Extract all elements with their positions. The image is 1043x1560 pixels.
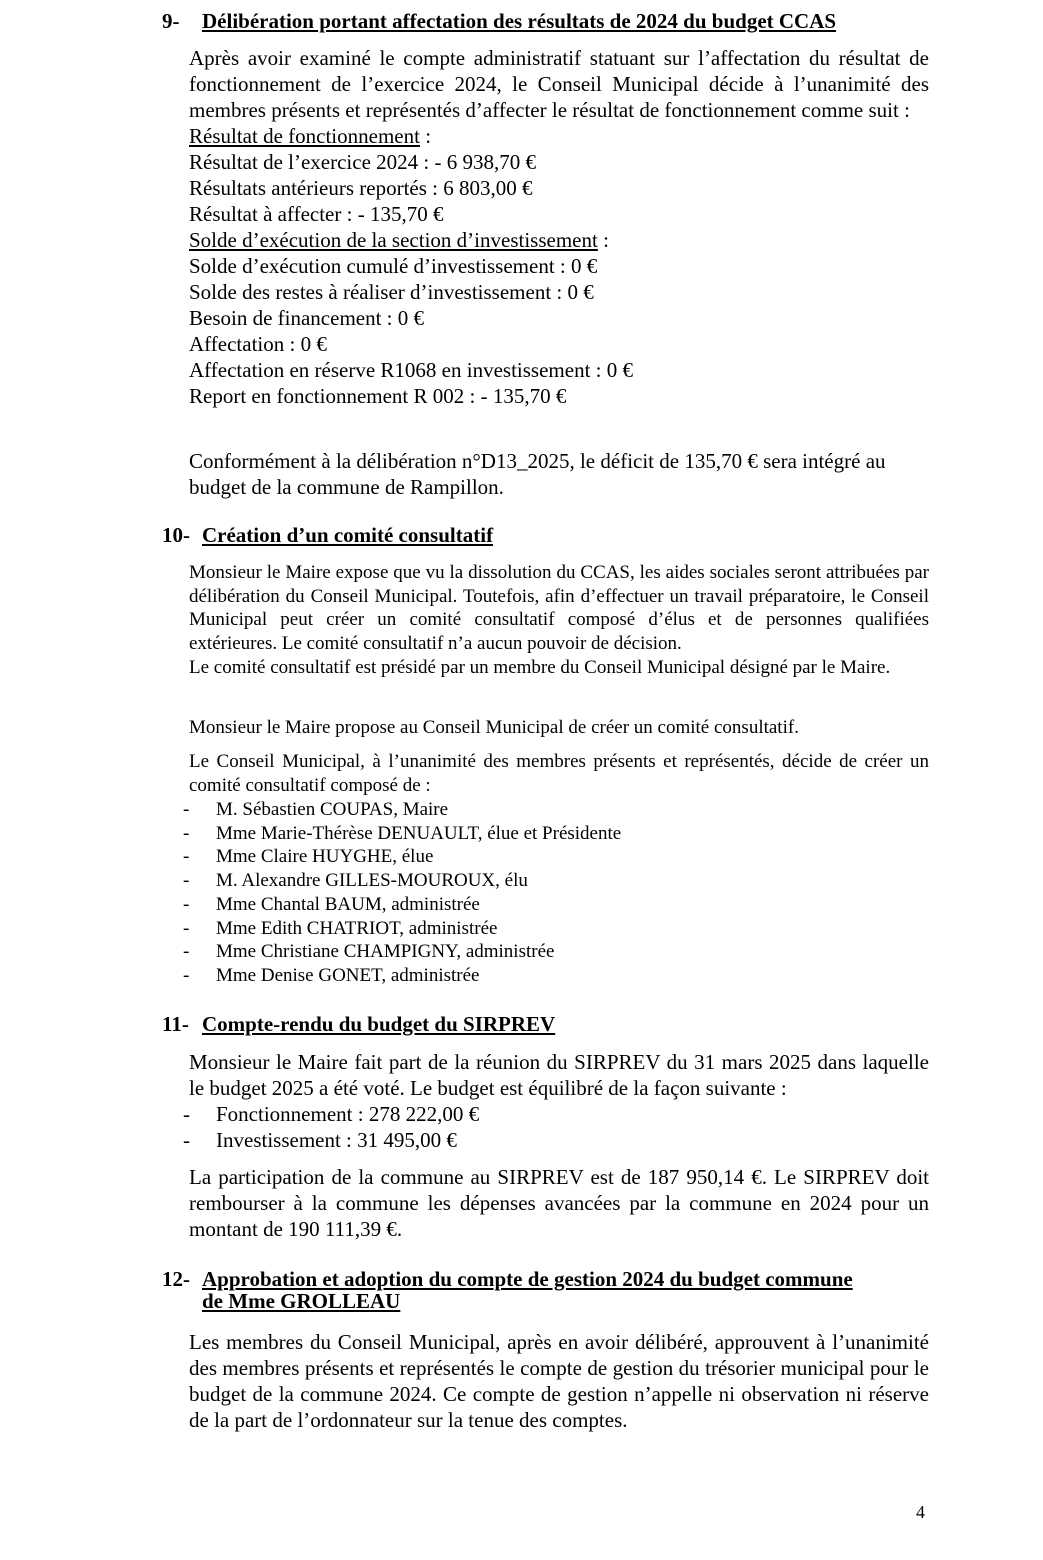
dash-bullet: - (183, 941, 190, 963)
section-9-conclusion: Conformément à la délibération n°D13_2025, le déficit de 135,70 € sera intégré au budget de la commune de Rampillon. (189, 449, 886, 499)
section-9-body (189, 45, 929, 409)
dash-bullet: - (183, 1128, 190, 1152)
section-number: 11- (162, 1012, 189, 1036)
affectation: Affectation : 0 € (189, 332, 327, 356)
dash-bullet: - (183, 870, 190, 892)
title-line-2: de Mme GROLLEAU (202, 1289, 401, 1313)
section-12-heading (162, 1268, 932, 1312)
section-11-para-2: La participation de la commune au SIRPREV est de 187 950,14 €. Le SIRPREV doit rembourser à la commune les dépenses avancées par la commune en 2024 pour un montant de 190 111,39 €. (189, 1165, 929, 1241)
member-name: Mme Chantal BAUM, administrée (216, 893, 480, 915)
dash-bullet: - (183, 917, 190, 939)
dash-bullet: - (183, 822, 190, 844)
section-10-heading (162, 524, 932, 546)
report-fonctionnement: Report en fonctionnement R 002 : - 135,70 € (189, 384, 567, 408)
result-anterieurs: Résultats antérieurs reportés : 6 803,00 € (189, 176, 533, 200)
budget-line: Fonctionnement : 278 222,00 € (216, 1102, 480, 1126)
section-9-heading (162, 10, 932, 32)
member-name: M. Sébastien COUPAS, Maire (216, 799, 449, 820)
list-item (183, 869, 943, 893)
list-item (183, 1127, 943, 1153)
solde-restes: Solde des restes à réaliser d’investissement : 0 € (189, 280, 594, 304)
section-9-intro: Après avoir examiné le compte administratif statuant sur l’affectation du résultat de fonctionnement de l’exercice 2024, le Conseil Municipal décide à l’unanimité des membres présents et représentés d’affecter le résultat de fonctionnement comme suit : (189, 46, 929, 122)
affectation-reserve: Affectation en réserve R1068 en investissement : 0 € (189, 358, 633, 382)
section-title: Compte-rendu du budget du SIRPREV (202, 1012, 556, 1036)
member-name: M. Alexandre GILLES-MOUROUX, élu (216, 870, 528, 892)
dash-bullet: - (183, 964, 190, 986)
section-number: 9- (162, 9, 180, 33)
list-item (183, 822, 943, 846)
section-title (202, 1268, 853, 1312)
list-item (183, 1101, 943, 1127)
solde-cumule: Solde d’exécution cumulé d’investissement : 0 € (189, 254, 598, 278)
section-title: Création d’un comité consultatif (202, 523, 494, 547)
title-line-1: Approbation et adoption du compte de gestion 2024 du budget commune (202, 1267, 853, 1291)
list-item (183, 893, 943, 917)
committee-members-list (183, 798, 943, 988)
member-name: Mme Christiane CHAMPIGNY, administrée (216, 941, 555, 963)
page-number: 4 (916, 1502, 925, 1522)
list-item (183, 845, 943, 869)
dash-bullet: - (183, 1102, 190, 1126)
list-item (183, 798, 943, 822)
member-name: Mme Marie-Thérèse DENUAULT, élue et Présidente (216, 822, 622, 844)
section-11-para-1: Monsieur le Maire fait part de la réunion du SIRPREV du 31 mars 2025 dans laquelle le budget 2025 a été voté. Le budget est équilibré de la façon suivante : (189, 1050, 929, 1100)
dash-bullet: - (183, 893, 190, 915)
section-10-para-2: Le comité consultatif est présidé par un membre du Conseil Municipal désigné par le Maire. (189, 657, 891, 678)
section-number: 10- (162, 523, 190, 547)
section-11-heading (162, 1013, 932, 1035)
section-12-para-1: Les membres du Conseil Municipal, après en avoir délibéré, approuvent à l’unanimité des membres présents et représentés le compte de gestion du trésorier municipal pour le budget de la commune 2024. Ce compte de gestion n’appelle ni observation ni réserve de la part de l’ordonnateur sur la tenue des comptes. (189, 1330, 929, 1432)
besoin-financement: Besoin de financement : 0 € (189, 306, 425, 330)
investissement-label-line (189, 227, 929, 253)
investissement-label: Solde d’exécution de la section d’investissement (189, 228, 598, 252)
section-10-para-1: Monsieur le Maire expose que vu la dissolution du CCAS, les aides sociales seront attribuées par délibération du Conseil Municipal. Toutefois, afin d’effectuer un travail préparatoire, le Conseil Municipal peut créer un comité consultatif composé d’élus et de personnes qualifiées extérieures. Le comité consultatif n’a aucun pouvoir de décision. (189, 562, 929, 655)
list-item (183, 964, 943, 988)
list-item (183, 917, 943, 941)
label-colon: : (597, 228, 609, 252)
sirprev-budget-list (183, 1101, 943, 1153)
result-affecter: Résultat à affecter : - 135,70 € (189, 202, 444, 226)
label-colon: : (419, 124, 432, 148)
result-exercice: Résultat de l’exercice 2024 : - 6 938,70 € (189, 150, 536, 174)
section-10-para-4: Le Conseil Municipal, à l’unanimité des membres présents et représentés, décide de créer un comité consultatif composé de : (189, 751, 929, 796)
member-name: Mme Claire HUYGHE, élue (216, 846, 434, 868)
budget-line: Investissement : 31 495,00 € (216, 1128, 457, 1152)
section-10-para-3: Monsieur le Maire propose au Conseil Municipal de créer un comité consultatif. (189, 717, 799, 738)
member-name: Mme Denise GONET, administrée (216, 964, 480, 986)
section-title: Délibération portant affectation des résultats de 2024 du budget CCAS (202, 9, 837, 33)
fonctionnement-label: Résultat de fonctionnement (189, 124, 420, 148)
dash-bullet: - (183, 799, 190, 820)
list-item (183, 940, 943, 964)
member-name: Mme Edith CHATRIOT, administrée (216, 917, 498, 939)
fonctionnement-label-line (189, 123, 929, 149)
section-number: 12- (162, 1267, 190, 1291)
dash-bullet: - (183, 846, 190, 868)
